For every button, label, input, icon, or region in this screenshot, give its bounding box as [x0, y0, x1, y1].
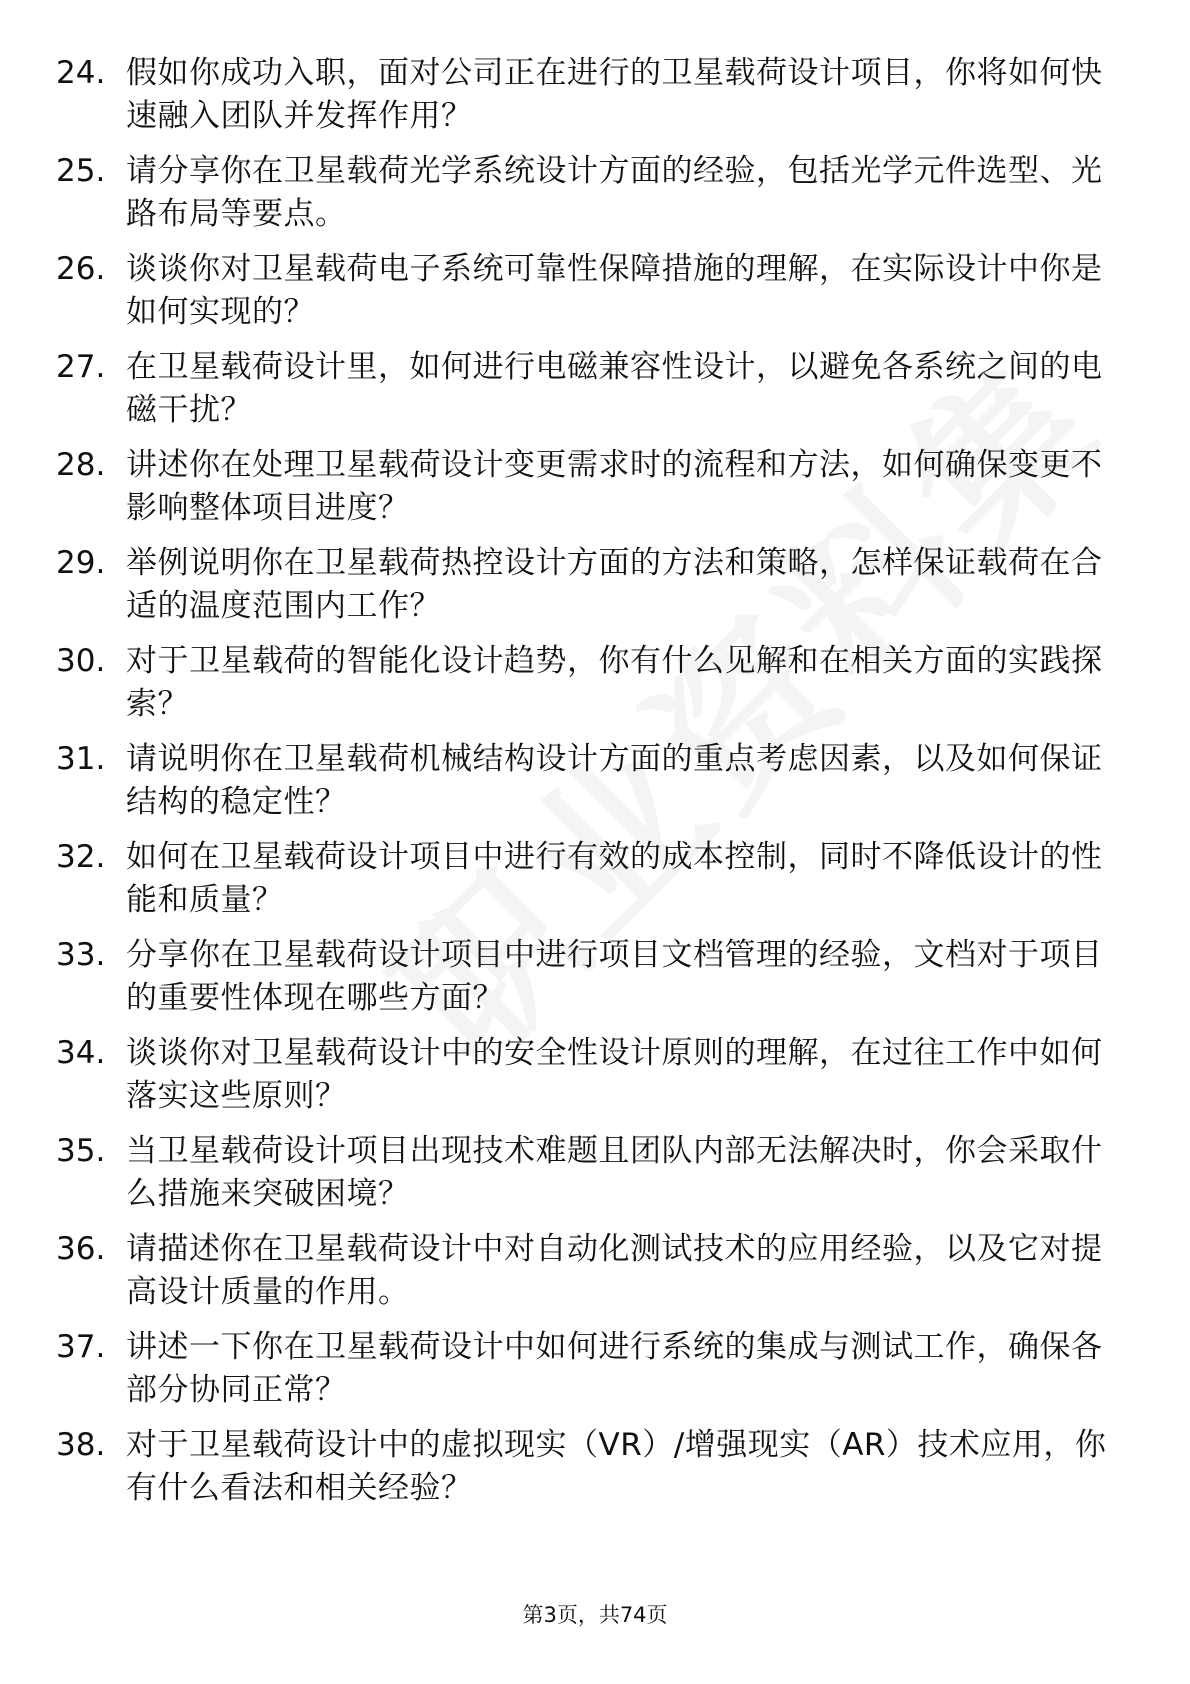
- question-item: [56, 934, 1136, 1032]
- question-item: [56, 346, 1136, 444]
- question-text: 如何在卫星载荷设计项目中进行有效的成本控制，同时不降低设计的性能和质量？: [126, 839, 1103, 918]
- question-number: 30.: [56, 643, 106, 679]
- question-text: 举例说明你在卫星载荷热控设计方面的方法和策略，怎样保证载荷在合适的温度范围内工作？: [126, 545, 1103, 624]
- question-text: 谈谈你对卫星载荷电子系统可靠性保障措施的理解，在实际设计中你是如何实现的？: [126, 251, 1103, 330]
- question-number: 35.: [56, 1133, 106, 1169]
- question-item: [56, 836, 1136, 934]
- question-text: 讲述你在处理卫星载荷设计变更需求时的流程和方法，如何确保变更不影响整体项目进度？: [126, 447, 1103, 526]
- question-number: 29.: [56, 545, 106, 581]
- question-text: 对于卫星载荷的智能化设计趋势，你有什么见解和在相关方面的实践探索？: [126, 643, 1103, 722]
- question-item: [56, 1130, 1136, 1228]
- question-number: 32.: [56, 839, 106, 875]
- question-item: [56, 248, 1136, 346]
- question-number: 26.: [56, 251, 106, 287]
- question-item: [56, 444, 1136, 542]
- question-text: 请分享你在卫星载荷光学系统设计方面的经验，包括光学元件选型、光路布局等要点。: [126, 153, 1103, 232]
- question-text: 谈谈你对卫星载荷设计中的安全性设计原则的理解，在过往工作中如何落实这些原则？: [126, 1035, 1103, 1114]
- question-item: [56, 542, 1136, 640]
- question-text: 当卫星载荷设计项目出现技术难题且团队内部无法解决时，你会采取什么措施来突破困境？: [126, 1133, 1103, 1212]
- question-text: 请描述你在卫星载荷设计中对自动化测试技术的应用经验，以及它对提高设计质量的作用。: [126, 1231, 1103, 1310]
- question-text: 在卫星载荷设计里，如何进行电磁兼容性设计，以避免各系统之间的电磁干扰？: [126, 349, 1103, 428]
- question-text: 讲述一下你在卫星载荷设计中如何进行系统的集成与测试工作，确保各部分协同正常？: [126, 1329, 1103, 1408]
- question-number: 33.: [56, 937, 106, 973]
- question-number: 36.: [56, 1231, 106, 1267]
- question-item: [56, 1326, 1136, 1424]
- question-number: 31.: [56, 741, 106, 777]
- question-text: 请说明你在卫星载荷机械结构设计方面的重点考虑因素，以及如何保证结构的稳定性？: [126, 741, 1103, 820]
- question-number: 38.: [56, 1427, 106, 1463]
- question-item: [56, 738, 1136, 836]
- question-item: [56, 52, 1136, 150]
- question-text: 分享你在卫星载荷设计项目中进行项目文档管理的经验，文档对于项目的重要性体现在哪些方面？: [126, 937, 1103, 1016]
- question-item: [56, 150, 1136, 248]
- question-text: 对于卫星载荷设计中的虚拟现实（VR）/增强现实（AR）技术应用，你有什么看法和相关经验？: [126, 1427, 1107, 1506]
- question-item: [56, 1228, 1136, 1326]
- question-list: [56, 52, 1136, 1522]
- question-number: 37.: [56, 1329, 106, 1365]
- question-number: 34.: [56, 1035, 106, 1071]
- question-item: [56, 640, 1136, 738]
- question-item: [56, 1032, 1136, 1130]
- page-number: 第3页，共74页: [522, 1603, 668, 1627]
- question-item: [56, 1424, 1136, 1522]
- question-text: 假如你成功入职，面对公司正在进行的卫星载荷设计项目，你将如何快速融入团队并发挥作用？: [126, 55, 1103, 134]
- question-number: 27.: [56, 349, 106, 385]
- question-number: 24.: [56, 55, 106, 91]
- question-number: 28.: [56, 447, 106, 483]
- question-number: 25.: [56, 153, 106, 189]
